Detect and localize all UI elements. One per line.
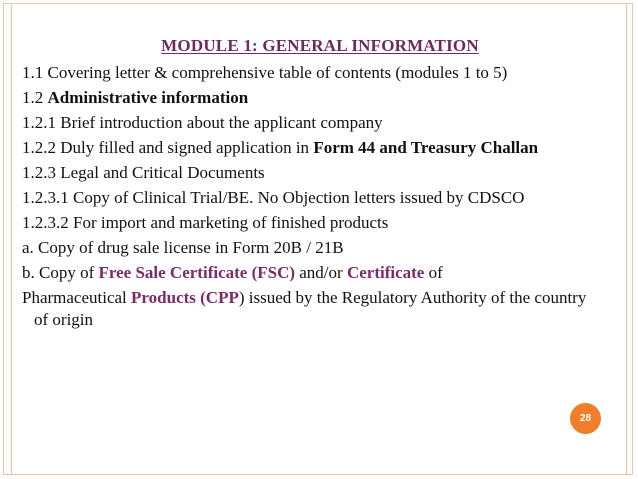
list-item (22, 162, 602, 184)
item-text: 1.1 Covering letter & comprehensive table of contents (modules 1 to 5) (22, 63, 508, 82)
item-text: Pharmaceutical (22, 288, 132, 307)
item-text: 1.2.3.2 For import and marketing of finished products (22, 213, 389, 232)
item-text-highlight: Products (CPP (131, 288, 239, 307)
item-text: ) issued by the Regulatory Authority of the country of origin (34, 288, 587, 329)
list-item (22, 287, 602, 331)
item-text-highlight: Certificate (346, 263, 425, 282)
item-text: a. Copy of drug sale license in Form 20B / 21B (22, 238, 344, 257)
list-item (22, 137, 602, 159)
list-item (22, 62, 602, 84)
frame-right-line (626, 3, 627, 475)
item-text: and/or (295, 263, 347, 282)
item-text-highlight: Free Sale Certificate (FSC) (98, 263, 296, 282)
list-item (22, 212, 602, 234)
item-text: 1.2.3.1 Copy of Clinical Trial/BE. No Objection letters issued by CDSCO (22, 188, 525, 207)
item-text-bold: Form 44 and Treasury Challan (313, 138, 539, 157)
list-item (22, 237, 602, 259)
item-text: b. Copy of (22, 263, 99, 282)
list-item (22, 262, 602, 284)
item-text: 1.2.3 Legal and Critical Documents (22, 163, 265, 182)
item-text: 1.2 (22, 88, 48, 107)
list-item (22, 187, 602, 209)
item-text: 1.2.2 Duly filled and signed application in (22, 138, 314, 157)
slide-title: MODULE 1: GENERAL INFORMATION (161, 36, 479, 55)
frame-left-line (11, 3, 12, 475)
list-item (22, 112, 602, 134)
page-number-badge: 28 (570, 403, 601, 434)
list-item (22, 87, 602, 109)
slide-content (22, 62, 602, 334)
item-text-bold: Administrative information (47, 88, 249, 107)
item-text: of (424, 263, 443, 282)
item-text: 1.2.1 Brief introduction about the applicant company (22, 113, 383, 132)
